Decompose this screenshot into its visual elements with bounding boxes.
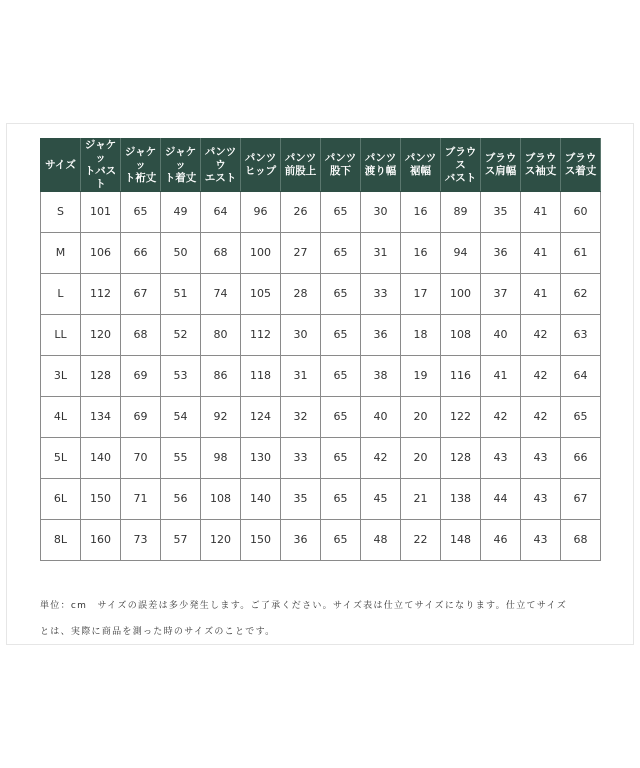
table-cell: 150 [81, 479, 121, 520]
table-cell: 65 [321, 479, 361, 520]
table-cell: 56 [161, 479, 201, 520]
table-cell: 37 [481, 274, 521, 315]
table-cell: 65 [321, 397, 361, 438]
table-row [41, 315, 601, 356]
size-label-cell: L [41, 274, 81, 315]
table-cell: 41 [521, 233, 561, 274]
table-cell: 38 [361, 356, 401, 397]
column-header: パンツ 裾幅 [401, 139, 441, 192]
table-cell: 26 [281, 192, 321, 233]
table-cell: 30 [281, 315, 321, 356]
table-cell: 67 [121, 274, 161, 315]
table-cell: 22 [401, 520, 441, 561]
table-cell: 49 [161, 192, 201, 233]
table-cell: 108 [441, 315, 481, 356]
table-row [41, 520, 601, 561]
table-cell: 46 [481, 520, 521, 561]
table-cell: 108 [201, 479, 241, 520]
table-cell: 35 [481, 192, 521, 233]
column-header: ジャケッ ト着丈 [161, 139, 201, 192]
size-label-cell: 4L [41, 397, 81, 438]
table-cell: 40 [481, 315, 521, 356]
table-cell: 101 [81, 192, 121, 233]
table-cell: 64 [201, 192, 241, 233]
table-cell: 134 [81, 397, 121, 438]
table-cell: 71 [121, 479, 161, 520]
table-cell: 41 [481, 356, 521, 397]
table-cell: 17 [401, 274, 441, 315]
table-cell: 54 [161, 397, 201, 438]
table-cell: 65 [321, 233, 361, 274]
table-cell: 118 [241, 356, 281, 397]
table-cell: 106 [81, 233, 121, 274]
size-label-cell: 3L [41, 356, 81, 397]
table-cell: 28 [281, 274, 321, 315]
column-header: サイズ [41, 139, 81, 192]
column-header: ブラウ ス着丈 [561, 139, 601, 192]
table-cell: 74 [201, 274, 241, 315]
size-note [40, 587, 605, 652]
table-cell: 42 [521, 397, 561, 438]
table-cell: 44 [481, 479, 521, 520]
column-header: ブラウス バスト [441, 139, 481, 192]
column-header: パンツ 前股上 [281, 139, 321, 192]
table-cell: 42 [361, 438, 401, 479]
table-cell: 43 [521, 438, 561, 479]
table-cell: 124 [241, 397, 281, 438]
table-cell: 105 [241, 274, 281, 315]
table-cell: 116 [441, 356, 481, 397]
table-cell: 55 [161, 438, 201, 479]
table-cell: 53 [161, 356, 201, 397]
table-body [41, 192, 601, 561]
table-cell: 16 [401, 192, 441, 233]
table-cell: 31 [281, 356, 321, 397]
table-cell: 65 [321, 315, 361, 356]
table-cell: 94 [441, 233, 481, 274]
table-cell: 160 [81, 520, 121, 561]
table-cell: 120 [81, 315, 121, 356]
table-cell: 69 [121, 356, 161, 397]
column-header: ジャケッ ト裄丈 [121, 139, 161, 192]
table-cell: 148 [441, 520, 481, 561]
table-cell: 42 [521, 356, 561, 397]
table-cell: 80 [201, 315, 241, 356]
column-header: パンツ ヒップ [241, 139, 281, 192]
table-cell: 65 [121, 192, 161, 233]
table-cell: 112 [241, 315, 281, 356]
size-label-cell: 6L [41, 479, 81, 520]
table-cell: 68 [561, 520, 601, 561]
table-cell: 128 [81, 356, 121, 397]
table-cell: 140 [81, 438, 121, 479]
size-note-line-1: 単位：cm サイズの誤差は多少発生します。ご了承ください。サイズ表は仕立てサイズになります。仕立てサイズ [40, 601, 567, 611]
table-cell: 36 [481, 233, 521, 274]
table-cell: 89 [441, 192, 481, 233]
table-cell: 100 [241, 233, 281, 274]
table-cell: 122 [441, 397, 481, 438]
table-cell: 42 [521, 315, 561, 356]
table-cell: 65 [321, 356, 361, 397]
table-cell: 20 [401, 397, 441, 438]
table-cell: 62 [561, 274, 601, 315]
table-row [41, 438, 601, 479]
column-header: パンツ 渡り幅 [361, 139, 401, 192]
table-cell: 70 [121, 438, 161, 479]
column-header: ジャケッ トバスト [81, 139, 121, 192]
table-row [41, 479, 601, 520]
table-cell: 30 [361, 192, 401, 233]
size-label-cell: M [41, 233, 81, 274]
table-cell: 43 [521, 479, 561, 520]
table-cell: 61 [561, 233, 601, 274]
table-cell: 52 [161, 315, 201, 356]
table-cell: 86 [201, 356, 241, 397]
size-label-cell: 8L [41, 520, 81, 561]
table-cell: 65 [321, 192, 361, 233]
table-cell: 36 [361, 315, 401, 356]
table-cell: 138 [441, 479, 481, 520]
table-cell: 41 [521, 274, 561, 315]
table-cell: 140 [241, 479, 281, 520]
table-cell: 65 [321, 274, 361, 315]
column-header: ブラウ ス肩幅 [481, 139, 521, 192]
table-cell: 48 [361, 520, 401, 561]
table-cell: 31 [361, 233, 401, 274]
table-cell: 41 [521, 192, 561, 233]
table-cell: 120 [201, 520, 241, 561]
table-cell: 65 [321, 520, 361, 561]
table-cell: 100 [441, 274, 481, 315]
table-row [41, 192, 601, 233]
table-row [41, 274, 601, 315]
size-label-cell: 5L [41, 438, 81, 479]
table-cell: 43 [481, 438, 521, 479]
table-row [41, 397, 601, 438]
table-cell: 18 [401, 315, 441, 356]
column-header: パンツウ エスト [201, 139, 241, 192]
table-cell: 150 [241, 520, 281, 561]
table-cell: 50 [161, 233, 201, 274]
table-cell: 66 [561, 438, 601, 479]
table-cell: 68 [121, 315, 161, 356]
table-cell: 60 [561, 192, 601, 233]
table-cell: 63 [561, 315, 601, 356]
table-cell: 73 [121, 520, 161, 561]
table-cell: 45 [361, 479, 401, 520]
size-label-cell: LL [41, 315, 81, 356]
table-cell: 35 [281, 479, 321, 520]
table-header-row [41, 139, 601, 192]
column-header: パンツ 股下 [321, 139, 361, 192]
table-cell: 19 [401, 356, 441, 397]
table-cell: 98 [201, 438, 241, 479]
table-cell: 112 [81, 274, 121, 315]
table-cell: 33 [361, 274, 401, 315]
table-row [41, 356, 601, 397]
table-cell: 92 [201, 397, 241, 438]
table-cell: 51 [161, 274, 201, 315]
size-table [40, 138, 601, 561]
table-cell: 33 [281, 438, 321, 479]
table-cell: 36 [281, 520, 321, 561]
table-cell: 69 [121, 397, 161, 438]
table-row [41, 233, 601, 274]
table-cell: 67 [561, 479, 601, 520]
table-cell: 20 [401, 438, 441, 479]
table-cell: 66 [121, 233, 161, 274]
table-cell: 43 [521, 520, 561, 561]
table-cell: 65 [561, 397, 601, 438]
table-cell: 128 [441, 438, 481, 479]
size-note-line-2: とは、実際に商品を測った時のサイズのことです。 [40, 627, 276, 637]
column-header: ブラウ ス袖丈 [521, 139, 561, 192]
table-cell: 130 [241, 438, 281, 479]
table-cell: 27 [281, 233, 321, 274]
table-cell: 40 [361, 397, 401, 438]
table-cell: 16 [401, 233, 441, 274]
table-cell: 57 [161, 520, 201, 561]
table-cell: 21 [401, 479, 441, 520]
size-label-cell: S [41, 192, 81, 233]
table-cell: 32 [281, 397, 321, 438]
table-cell: 96 [241, 192, 281, 233]
table-cell: 64 [561, 356, 601, 397]
table-cell: 42 [481, 397, 521, 438]
table-cell: 65 [321, 438, 361, 479]
table-cell: 68 [201, 233, 241, 274]
